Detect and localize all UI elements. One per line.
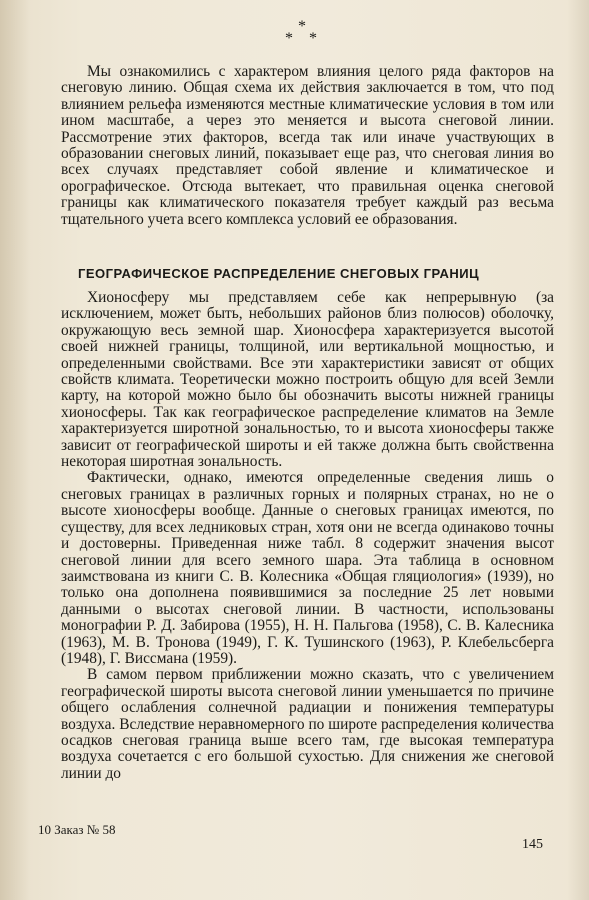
page-number: 145 (522, 837, 543, 852)
main-text-block (61, 290, 554, 782)
section-heading: ГЕОГРАФИЧЕСКОЕ РАСПРЕДЕЛЕНИЕ СНЕГОВЫХ ГРАНИЦ (78, 266, 480, 281)
paragraph-4: В самом первом приближении можно сказать, что с увеличением географической широты высота снеговой линии уменьшается по причине общего ослабления солнечной радиации и понижения температуры воздуха. Вследствие неравномерного по широте распределения количества осадков снеговая граница выше всего там, где высокая температура воздуха сочетается с его большой сухостью. Для снижения же снеговой линии до (61, 666, 554, 782)
paragraph-2: Хионосферу мы представляем себе как непрерывную (за исключением, может быть, небольших районов близ полюсов) оболочку, окружающую весь земной шар. Хионосфера характеризуется высотой своей нижней границы, толщиной, или вертикальной мощностью, и определенными свойствами. Все эти характеристики зависят от общих свойств климата. Теоретически можно построить общую для всей Земли карту, на которой можно было бы обозначить высоты нижней границы хионосферы. Так как географическое распределение климатов на Земле характеризуется широтной зональностью, то и высота хионосферы также зависит от географической широты и ей также должна быть свойственна некоторая широтная зональность. (61, 289, 554, 471)
intro-text-block (61, 64, 554, 228)
printer-signature: 10 Заказ № 58 (38, 822, 116, 837)
paragraph-3: Фактически, однако, имеются определенные сведения лишь о снеговых границах в различных горных и полярных странах, но не о высоте хионосферы вообще. Данные о снеговых границах имеются, по существу, для всех ледниковых стран, хотя они не всегда одинаково точны и достоверны. Приведенная ниже табл. 8 содержит значения высот снеговой линии для всего земного шара. Эта таблица в основном заимствована из книги С. В. Колесника «Общая гляциология» (1939), но только она дополнена появившимися за последние 25 лет новыми данными о высотах снеговой линии. В частности, использованы монографии Р. Д. Забирова (1955), Н. Н. Пальгова (1958), С. В. Калесника (1963), М. В. Тронова (1949), Г. К. Тушинского (1963), Р. Клебельсберга (1948), Г. Виссмана (1959). (61, 469, 554, 667)
separator-bottom-asterisks: * * (285, 30, 317, 47)
separator-top-asterisk: * (298, 18, 306, 35)
page-right-shadow (567, 0, 589, 900)
paragraph-1: Мы ознакомились с характером влияния целого ряда факторов на снеговую линию. Общая схема их действия заключается в том, что под влиянием рельефа изменяются местные климатические условия в том или ином масштабе, а через это меняется и высота снеговой линии. Рассмотрение этих факторов, всегда так или иначе участвующих в образовании снеговых линий, показывает еще раз, что снеговая линия во всех случаях представляет собой явление и климатическое и орографическое. Отсюда вытекает, что правильная оценка снеговой границы как климатического показателя требует каждый раз весьма тщательного учета всего комплекса условий ее образования. (61, 63, 554, 228)
page-left-shadow (0, 0, 30, 900)
section-separator-asterisks (276, 18, 326, 59)
